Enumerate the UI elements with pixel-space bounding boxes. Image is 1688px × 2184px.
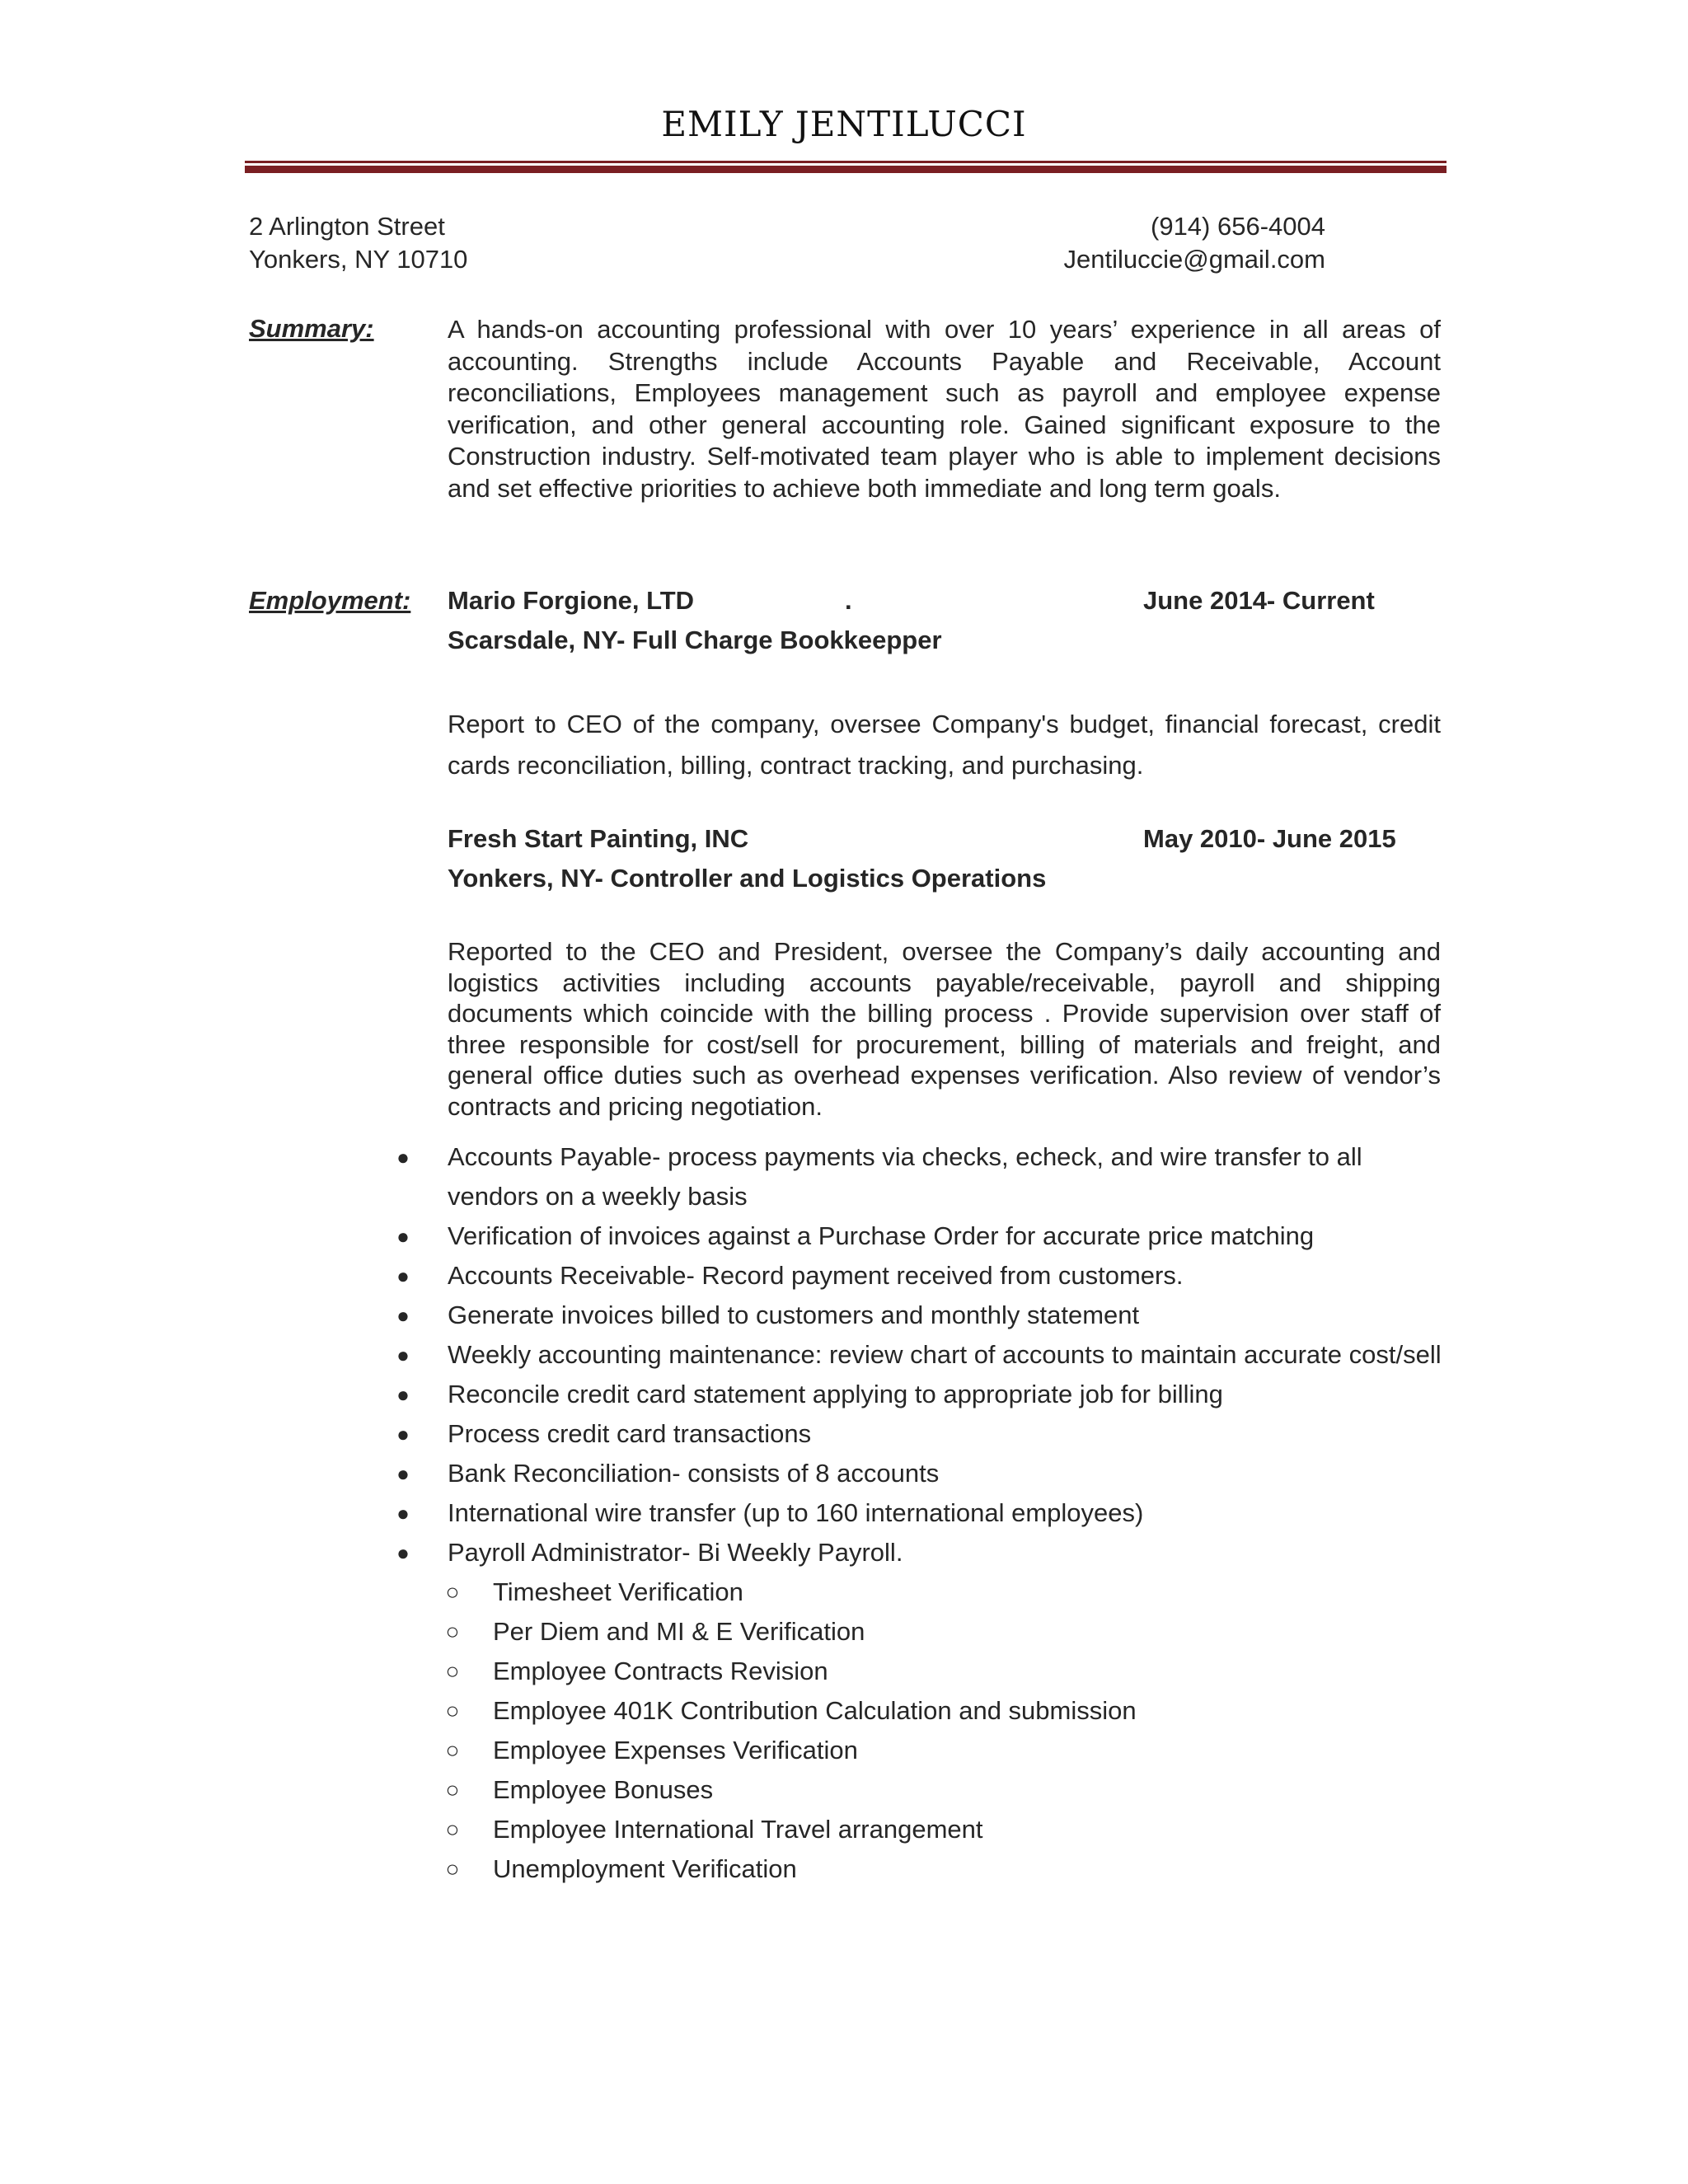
hollow-bullet-icon: ○ [445,1816,460,1842]
list-item: ● Generate invoices billed to customers and monthly statement [394,1296,1457,1335]
email-address: Jentiluccie@gmail.com [1063,245,1325,274]
phone-number: (914) 656-4004 [1151,212,1325,241]
employment-label: Employment: [249,586,411,615]
list-item: ○ Employee Bonuses [448,1770,1457,1810]
list-item: ● International wire transfer (up to 160 international employees) [394,1493,1457,1533]
job-1-separator: . [845,586,852,615]
job-1-location-title: Scarsdale, NY- Full Charge Bookkeepper [448,626,942,654]
list-item: ● Reconcile credit card statement applying to appropriate job for billing [394,1375,1457,1414]
hollow-bullet-icon: ○ [445,1698,460,1723]
list-item: ○ Per Diem and MI & E Verification [448,1612,1457,1652]
hollow-bullet-icon: ○ [445,1777,460,1802]
hollow-bullet-icon: ○ [445,1658,460,1684]
summary-label: Summary: [249,314,374,343]
hollow-bullet-icon: ○ [445,1737,460,1763]
bullet-icon: ● [396,1461,410,1486]
list-item: ○ Employee 401K Contribution Calculation and submission [448,1691,1457,1731]
job-1-dates: June 2014- Current [1143,586,1375,615]
list-item: ● Process credit card transactions [394,1414,1457,1454]
list-item: ● Bank Reconciliation- consists of 8 accounts [394,1454,1457,1493]
bullet-icon: ● [396,1224,410,1249]
summary-text: A hands-on accounting professional with over 10 years’ experience in all areas of accounting. Strengths include Accounts Payable and Receivable, Account reconciliations, Employees management such as payroll and employee expense verification, and other general accounting role. Gained significant exposure to the Construction industry. Self-motivated team player who is able to implement decisions and set effective priorities to achieve both immediate and long term goals. [448,315,1441,503]
resume-name: EMILY JENTILUCCI [661,104,1027,144]
hollow-bullet-icon: ○ [445,1856,460,1882]
bullet-icon: ● [396,1303,410,1328]
list-item: ● Weekly accounting maintenance: review chart of accounts to maintain accurate cost/sell [394,1335,1457,1375]
header-divider-thin [245,161,1447,163]
list-item: ● Verification of invoices against a Purchase Order for accurate price matching [394,1216,1457,1256]
bullet-icon: ● [396,1145,410,1169]
job-1-company: Mario Forgione, LTD [448,586,695,615]
address-block [249,210,467,276]
job-2-location-title: Yonkers, NY- Controller and Logistics Operations [448,864,1047,893]
bullet-icon: ● [396,1501,410,1526]
hollow-bullet-icon: ○ [445,1579,460,1605]
bullet-icon: ● [396,1343,410,1367]
list-item: ○ Timesheet Verification [448,1572,1457,1612]
job-2-description: Reported to the CEO and President, oversee the Company’s daily accounting and logistics activities including accounts payable/receivable, payroll and shipping documents which coincide with the billing process . Provide supervision over staff of three responsible for cost/sell for procurement, billing of materials and freight, and general office duties such as overhead expenses verification. Also review of vendor’s contracts and pricing negotiation. [448,937,1441,1121]
job-2-company: Fresh Start Painting, INC [448,824,749,853]
list-item: ○ Employee Expenses Verification [448,1731,1457,1770]
list-item: ● Payroll Administrator- Bi Weekly Payroll. ○ Timesheet Verification ○ Per Diem and MI & E Verification ○ Employee Contracts Revision ○ Employee 401K Contribution Calculation and submission ○ Employee Expenses Verification ○ Employee Bonuses ○ Employee International Travel arrangement ○ Unemployment Verification [394,1533,1457,1889]
list-item: ○ Employee International Travel arrangement [448,1810,1457,1849]
list-item: ○ Employee Contracts Revision [448,1652,1457,1691]
bullet-icon: ● [396,1263,410,1288]
header-divider-thick [245,166,1447,173]
list-item: ● Accounts Receivable- Record payment received from customers. [394,1256,1457,1296]
list-item: ○ Unemployment Verification [448,1849,1457,1889]
hollow-bullet-icon: ○ [445,1619,460,1644]
address-street: 2 Arlington Street [249,212,445,241]
payroll-subitems-list [445,1572,1457,1889]
job-1-description: Report to CEO of the company, oversee Company's budget, financial forecast, credit cards reconciliation, billing, contract tracking, and purchasing. [448,710,1441,780]
bullet-icon: ● [396,1422,410,1446]
bullet-icon: ● [396,1382,410,1407]
job-2-dates: May 2010- June 2015 [1143,824,1396,853]
contact-block [1064,210,1325,276]
job-2-duties-list [394,1137,1457,1889]
address-city: Yonkers, NY 10710 [249,245,468,274]
list-item: ● Accounts Payable- process payments via checks, echeck, and wire transfer to all vendors on a weekly basis [394,1137,1457,1216]
bullet-icon: ● [396,1540,410,1565]
